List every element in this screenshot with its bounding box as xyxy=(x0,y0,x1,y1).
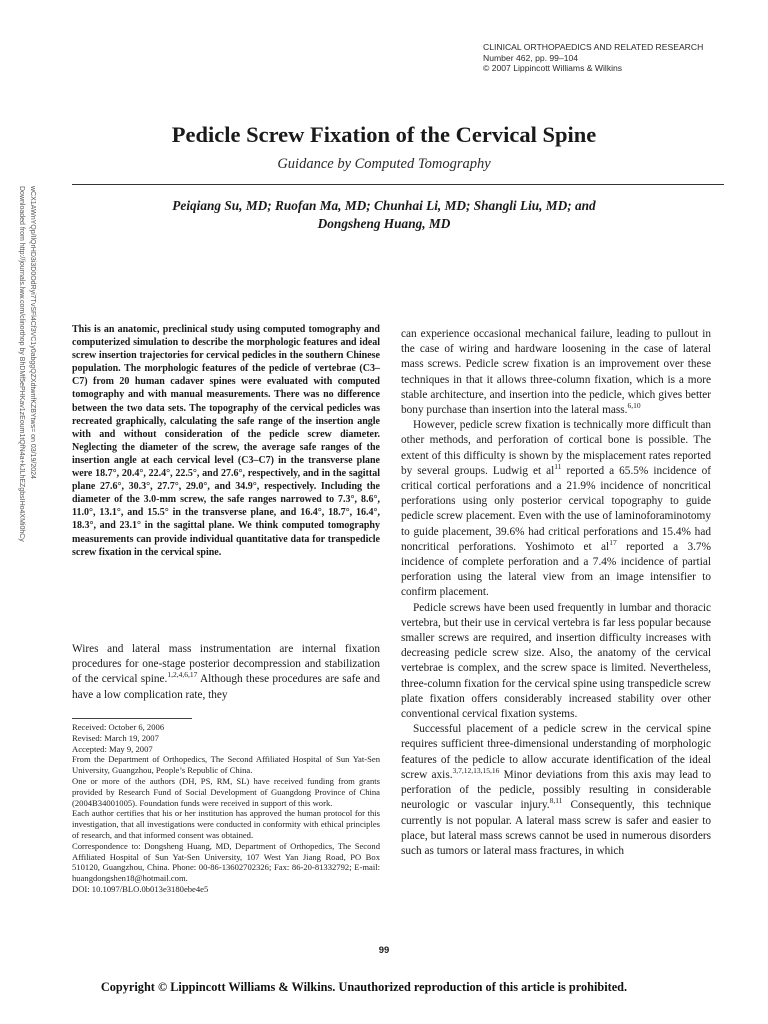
copyright-notice: Copyright © Lippincott Williams & Wilkins. Unauthorized reproduction of this article is prohibited. xyxy=(100,980,628,994)
received-date: Received: October 6, 2006 xyxy=(72,722,165,732)
journal-name: CLINICAL ORTHOPAEDICS AND RELATED RESEARCH xyxy=(483,42,704,52)
authors-line-2: Dongsheng Huang, MD xyxy=(317,216,451,231)
ethics-statement: Each author certifies that his or her institution has approved the human protocol for this investigation, that all investigations were conducted in conformity with ethical principles of research, and that informed consent was obtained. xyxy=(72,808,380,840)
title-divider xyxy=(72,184,724,185)
accepted-date: Accepted: May 9, 2007 xyxy=(72,743,153,754)
article-subtitle: Guidance by Computed Tomography xyxy=(277,156,491,172)
download-watermark-line-1: Downloaded from http://journals.lww.com/clinorthop by BhDMf5ePHKav1zEoum1tQfN4a+kJLhEZgbsIHo4XMi0hCy xyxy=(18,186,25,542)
footnote-divider xyxy=(72,718,192,719)
body-paragraph-4: Successful placement of a pedicle screw in the cervical spine requires sufficient three-dimensional understanding of morphologic features of the pedicle to allow accurate identification of the ideal screw axis.$^{3,7,12,13,15,16}$ Minor deviations from this axis may lead to perforation of the pedicle, possibly resulting in considerable neurologic or vascular injury.$^{8,11}$ Consequently, this technique currently is not popular. A lateral mass screw is safer and easier to place, but lateral mass screws cannot be used in numerous disorders such as tumors or lateral mass fractures, in which xyxy=(401,723,711,857)
body-paragraph-3: Pedicle screws have been used frequently in lumbar and thoracic vertebra, but their use in cervical vertebra is far less popular because smaller screws are required, and insertion difficulty increases with decreasing pedicle screw size. Also, the anatomy of the cervical vertebrae is complex, and the screw space is limited. Nevertheless, three-column fixation for the cervical spine using transpedicle screw plate fixation offers considerably increased stability over other conventional cervical fixation systems. xyxy=(401,601,711,721)
download-watermark xyxy=(6,186,42,656)
funding-statement: One or more of the authors (DH, PS, RM, SL) have received funding from grants provided by Research Fund of Social Development of Guangdong Province of China (2004B34001005). Foundation funds were received in support of this work. xyxy=(72,775,380,808)
authors-line-1: Peiqiang Su, MD; Ruofan Ma, MD; Chunhai Li, MD; Shangli Liu, MD; and xyxy=(172,198,596,213)
affiliation: From the Department of Orthopedics, The Second Affiliated Hospital of Sun Yat-Sen University, Guangzhou, People’s Republic of China. xyxy=(72,754,380,776)
revised-date: Revised: March 19, 2007 xyxy=(72,732,159,743)
journal-issue: Number 462, pp. 99–104 xyxy=(483,52,579,63)
download-watermark-line-2: wCX1AWnYQp/IlQrHD3i3D0OdRyi7TvSFl4Cf3VC1y0abggQZXdtwnfKZBYtws= on 03/19/2024 xyxy=(29,186,36,479)
page-number: 99 xyxy=(378,945,390,956)
body-paragraph-2: However, pedicle screw fixation is technically more difficult than other methods, and perforation of cortical bone is possible. The extent of this difficulty is shown by the misplacement rates reported by several groups. Ludwig et $al^{11}$ reported a 65.5% incidence of critical cortical perforations and a 21.9% incidence of noncritical perforations using only posterior cervical topography to guide pedicle screw placement. Even with the use of laminoforaminotomy to guide placement, 39.6% had critical perforations and 15.4% had noncritical perforations. Yoshimoto et $al^{17}$ reported a 3.7% incidence of complete perforation and a 7.4% incidence of partial perforation using the lateral view from an image intensifier to confirm placement. xyxy=(401,419,711,599)
right-column xyxy=(401,327,711,859)
author-list xyxy=(110,197,658,233)
article-footnotes xyxy=(72,722,380,895)
doi: DOI: 10.1097/BLO.0b013e3180ebe4e5 xyxy=(72,883,209,894)
intro-text: Wires and lateral mass instrumentation are internal fixation procedures for one-stage posterior decompression and stabilization of the cervical spine.$^{1,2,4,6,17}$ Although these procedures are safe and have a low complication rate, they xyxy=(72,643,380,701)
abstract-text: This is an anatomic, preclinical study using computed tomography and computerized simulation to describe the morphologic features and ideal screw insertion trajectories for cervical pedicles in the southern Chinese population. The morphologic features of the pedicle of vertebrae (C3–C7) from 20 human cadaver spines were evaluated with computed tomography and with manual measurements. There was no difference between the two data sets. The topography of the cervical pedicles was recreated graphically, calculating the safe range of the insertion angle with and without consideration of the pedicle screw diameter. Neglecting the diameter of the screw, the average safe ranges of the insertion angle at each cervical level (C3–C7) in the transverse plane were 18.7°, 20.4°, 22.4°, 22.5°, and 27.6°, respectively, and in the sagittal plane 27.6°, 30.3°, 27.7°, 29.0°, and 34.9°, respectively. Including the diameter of the 3.0-mm screw, the safe ranges narrowed to 7.3°, 8.6°, 11.0°, 13.1°, and 15.5° in the transverse plane, and 16.4°, 18.7°, 16.4°, 18.3°, and 23.1° in the sagittal plane. We think computed tomography measurements can provide individual quantitative data for transpedicle screw fixation in the cervical spine. xyxy=(72,324,380,558)
correspondence: Correspondence to: Dongsheng Huang, MD, Department of Orthopedics, The Second Affiliated Hospital of Sun Yat-Sen University, 107 West Yan Jiang Road, PO Box 510120, Guangzhou, China. Phone: 00-86-13602702326; Fax: 86-20-81332792; E-mail: huangdongshen18@hotmail.com. xyxy=(72,840,380,884)
intro-paragraph xyxy=(72,642,380,703)
journal-header xyxy=(483,42,763,74)
body-paragraph-1: can experience occasional mechanical failure, leading to pullout in the case of wiring and hardware loosening in the case of lateral mass screws. Pedicle screw fixation is an improvement over these techniques in that it allows three-column fixation, which is a more stable architecture, and insertion into the pedicle, which gives better bony purchase than insertion into the lateral mass.$^{6,10}$ xyxy=(401,328,711,417)
journal-copyright: © 2007 Lippincott Williams & Wilkins xyxy=(483,63,623,74)
abstract xyxy=(72,323,380,559)
article-title: Pedicle Screw Fixation of the Cervical Spine xyxy=(171,122,597,147)
